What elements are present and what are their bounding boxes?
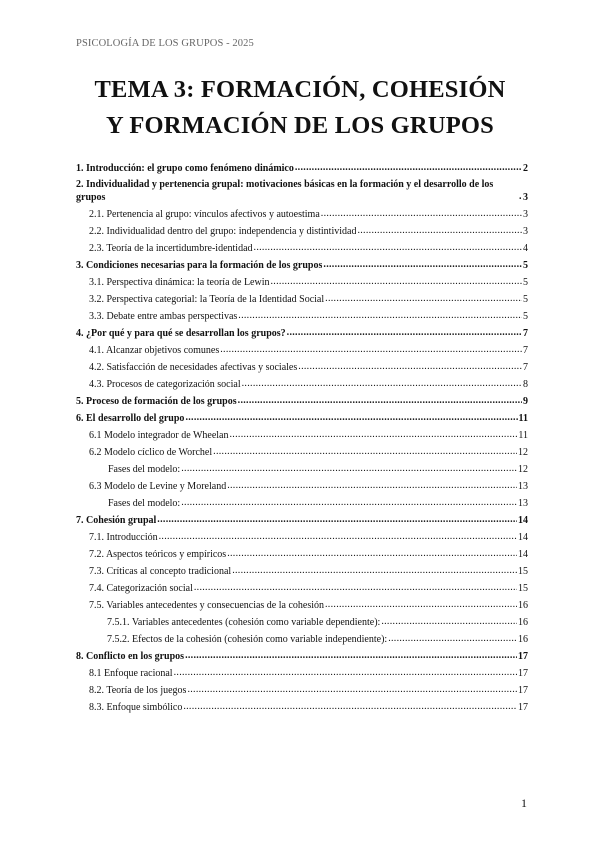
toc-entry[interactable] xyxy=(76,344,528,357)
toc-entry[interactable] xyxy=(76,667,528,680)
toc-entry-title: 4.2. Satisfacción de necesidades afectivas y sociales xyxy=(89,362,298,373)
toc-dot-leader xyxy=(297,361,522,374)
toc-entry-title: 6. El desarrollo del grupo xyxy=(76,413,185,424)
page-number: 1 xyxy=(521,796,527,810)
toc-entry-page: 16 xyxy=(518,634,528,645)
toc-entry-page: 14 xyxy=(518,549,528,560)
toc-entry[interactable] xyxy=(76,497,528,510)
toc-entry[interactable] xyxy=(76,463,528,476)
toc-entry[interactable] xyxy=(76,179,528,204)
toc-entry-title: 1. Introducción: el grupo como fenómeno dinámico xyxy=(76,163,294,174)
toc-dot-leader xyxy=(324,599,517,612)
toc-entry-title: 7.4. Categorización social xyxy=(89,583,193,594)
toc-entry[interactable] xyxy=(76,276,528,289)
toc-entry-page: 8 xyxy=(523,379,528,390)
toc-entry[interactable] xyxy=(76,701,528,714)
toc-entry[interactable] xyxy=(76,310,528,323)
toc-dot-leader xyxy=(184,412,517,425)
toc-entry-page: 7 xyxy=(523,328,528,339)
toc-entry-title: 6.1 Modelo integrador de Wheelan xyxy=(89,430,229,441)
toc-entry-title: 7.5.1. Variables antecedentes (cohesión como variable dependiente): xyxy=(107,617,381,628)
toc-dot-leader xyxy=(518,191,522,204)
toc-entry-page: 7 xyxy=(523,345,528,356)
toc-entry[interactable] xyxy=(76,446,528,459)
toc-entry-page: 12 xyxy=(518,464,528,475)
toc-dot-leader xyxy=(237,395,522,408)
toc-dot-leader xyxy=(294,162,522,175)
toc-entry[interactable] xyxy=(76,293,528,306)
toc-entry-page: 4 xyxy=(523,243,528,254)
toc-entry-title: 8.2. Teoría de los juegos xyxy=(89,685,187,696)
toc-entry-title: 2.1. Pertenencia al grupo: vínculos afectivos y autoestima xyxy=(89,209,320,220)
toc-entry-title: 3.2. Perspectiva categorial: la Teoría de la Identidad Social xyxy=(89,294,325,305)
toc-entry-title: 7. Cohesión grupal xyxy=(76,515,157,526)
toc-entry-page: 14 xyxy=(518,532,528,543)
toc-entry-page: 16 xyxy=(518,617,528,628)
toc-dot-leader xyxy=(229,429,518,442)
toc-dot-leader xyxy=(186,684,517,697)
toc-entry[interactable] xyxy=(76,633,528,646)
toc-entry-page: 17 xyxy=(518,702,528,713)
toc-entry-page: 11 xyxy=(518,430,528,441)
toc-entry-page: 2 xyxy=(523,163,528,174)
toc-entry-page: 13 xyxy=(518,481,528,492)
toc-entry[interactable] xyxy=(76,599,528,612)
toc-dot-leader xyxy=(387,633,517,646)
toc-entry[interactable] xyxy=(76,361,528,374)
toc-entry-title: 8. Conflicto en los grupos xyxy=(76,651,185,662)
toc-entry-page: 12 xyxy=(518,447,528,458)
title-line-1: TEMA 3: FORMACIÓN, COHESIÓN xyxy=(94,76,506,103)
toc-entry-title: 8.1 Enfoque racional xyxy=(89,668,173,679)
toc-entry-title: 2.2. Individualidad dentro del grupo: independencia y distintividad xyxy=(89,226,357,237)
toc-dot-leader xyxy=(237,310,522,323)
toc-entry-page: 3 xyxy=(523,192,528,203)
toc-entry-title: 7.5. Variables antecedentes y consecuencias de la cohesión xyxy=(89,600,324,611)
toc-entry-title: 2. Individualidad y pertenencia grupal: motivaciones básicas en la formación y el desarrollo de los grupos xyxy=(76,179,494,203)
toc-entry[interactable] xyxy=(76,412,528,425)
toc-entry-title: 3.3. Debate entre ambas perspectivas xyxy=(89,311,238,322)
toc-entry[interactable] xyxy=(76,395,528,408)
table-of-contents xyxy=(76,162,528,718)
toc-entry-page: 17 xyxy=(518,651,528,662)
toc-dot-leader xyxy=(180,463,517,476)
toc-dot-leader xyxy=(253,242,522,255)
toc-entry-title: 4.1. Alcanzar objetivos comunes xyxy=(89,345,220,356)
toc-dot-leader xyxy=(180,497,517,510)
toc-entry-page: 15 xyxy=(518,583,528,594)
toc-dot-leader xyxy=(158,531,517,544)
toc-entry[interactable] xyxy=(76,582,528,595)
toc-dot-leader xyxy=(226,480,517,493)
toc-dot-leader xyxy=(193,582,517,595)
toc-entry-title: 6.3 Modelo de Levine y Moreland xyxy=(89,481,227,492)
toc-entry[interactable] xyxy=(76,616,528,629)
toc-dot-leader xyxy=(320,208,522,221)
toc-entry[interactable] xyxy=(76,378,528,391)
toc-entry-title: 8.3. Enfoque simbólico xyxy=(89,702,183,713)
toc-entry-page: 16 xyxy=(518,600,528,611)
toc-entry[interactable] xyxy=(76,208,528,221)
toc-entry[interactable] xyxy=(76,650,528,663)
toc-dot-leader xyxy=(286,327,522,340)
toc-entry-title: 6.2 Modelo cíclico de Worchel xyxy=(89,447,213,458)
toc-entry-page: 5 xyxy=(523,311,528,322)
toc-dot-leader xyxy=(270,276,523,289)
toc-dot-leader xyxy=(156,514,517,527)
toc-entry-page: 5 xyxy=(523,294,528,305)
toc-dot-leader xyxy=(356,225,522,238)
toc-entry-page: 5 xyxy=(523,277,528,288)
toc-dot-leader xyxy=(231,565,517,578)
toc-entry[interactable] xyxy=(76,162,528,175)
toc-entry-page: 14 xyxy=(518,515,528,526)
toc-entry-page: 11 xyxy=(518,413,528,424)
toc-dot-leader xyxy=(184,650,517,663)
toc-entry[interactable] xyxy=(76,242,528,255)
toc-dot-leader xyxy=(182,701,517,714)
toc-dot-leader xyxy=(241,378,522,391)
toc-entry-title: 7.1. Introducción xyxy=(89,532,158,543)
toc-entry[interactable] xyxy=(76,259,528,272)
toc-entry[interactable] xyxy=(76,429,528,442)
toc-entry-title: 5. Proceso de formación de los grupos xyxy=(76,396,237,407)
toc-entry-title: 4. ¿Por qué y para qué se desarrollan los grupos? xyxy=(76,328,286,339)
title-line-2: Y FORMACIÓN DE LOS GRUPOS xyxy=(106,112,494,139)
toc-entry[interactable] xyxy=(76,225,528,238)
toc-dot-leader xyxy=(380,616,517,629)
toc-dot-leader xyxy=(226,548,517,561)
toc-entry-title: 7.5.2. Efectos de la cohesión (cohesión como variable independiente): xyxy=(107,634,388,645)
toc-entry[interactable] xyxy=(76,531,528,544)
toc-entry[interactable] xyxy=(76,684,528,697)
toc-entry-page: 3 xyxy=(523,226,528,237)
toc-entry[interactable] xyxy=(76,565,528,578)
toc-entry-page: 7 xyxy=(523,362,528,373)
toc-entry-page: 17 xyxy=(518,685,528,696)
toc-entry[interactable] xyxy=(76,514,528,527)
toc-entry-page: 5 xyxy=(523,260,528,271)
toc-dot-leader xyxy=(322,259,522,272)
toc-entry-page: 3 xyxy=(523,209,528,220)
toc-entry[interactable] xyxy=(76,327,528,340)
toc-entry[interactable] xyxy=(76,548,528,561)
toc-entry-title: Fases del modelo: xyxy=(108,464,181,475)
document-title xyxy=(50,72,550,144)
toc-entry-page: 17 xyxy=(518,668,528,679)
toc-entry[interactable] xyxy=(76,480,528,493)
toc-entry-title: 7.3. Críticas al concepto tradicional xyxy=(89,566,232,577)
toc-entry-title: 3.1. Perspectiva dinámica: la teoría de Lewin xyxy=(89,277,270,288)
toc-dot-leader xyxy=(173,667,517,680)
running-header: PSICOLOGÍA DE LOS GRUPOS - 2025 xyxy=(76,38,254,49)
toc-entry-title: 3. Condiciones necesarias para la formación de los grupos xyxy=(76,260,323,271)
toc-entry-title: 2.3. Teoría de la incertidumbre-identidad xyxy=(89,243,253,254)
toc-dot-leader xyxy=(219,344,522,357)
toc-entry-title: Fases del modelo: xyxy=(108,498,181,509)
toc-entry-page: 15 xyxy=(518,566,528,577)
toc-entry-title: 4.3. Procesos de categorización social xyxy=(89,379,241,390)
toc-dot-leader xyxy=(324,293,522,306)
toc-dot-leader xyxy=(212,446,517,459)
toc-entry-page: 13 xyxy=(518,498,528,509)
toc-entry-page: 9 xyxy=(523,396,528,407)
toc-entry-title: 7.2. Aspectos teóricos y empíricos xyxy=(89,549,227,560)
